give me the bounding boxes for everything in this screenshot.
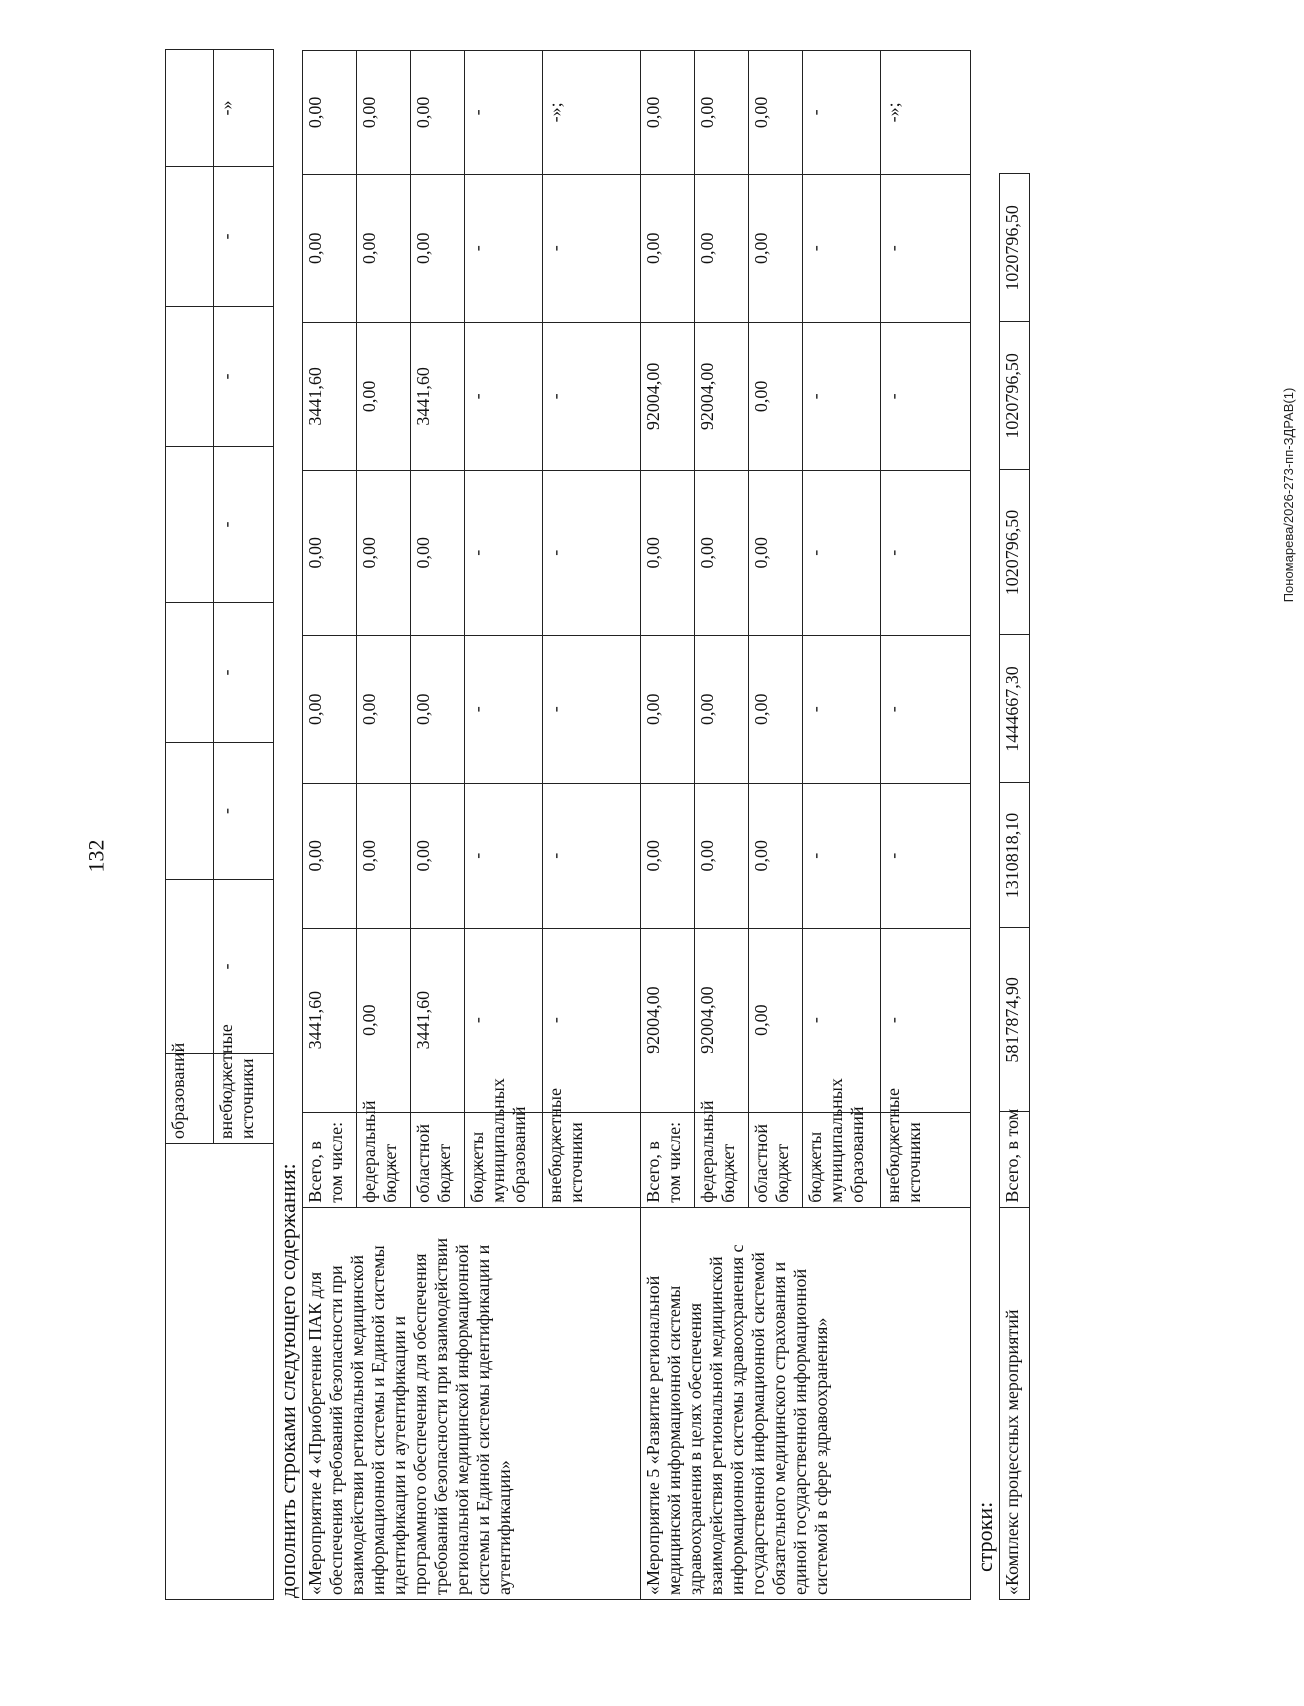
source-cell: Всего, в том числе: (641, 1112, 695, 1207)
value-cell: 0,00 (303, 470, 357, 635)
value-cell: 0,00 (357, 783, 411, 928)
source-cell: областной бюджет (411, 1112, 465, 1207)
source-cell: Всего, в том (1000, 1112, 1030, 1207)
value-cell (166, 880, 214, 1054)
value-cell: 0,00 (303, 174, 357, 322)
value-cell: -»; (881, 51, 971, 175)
value-cell: -» (214, 50, 274, 167)
value-cell: 3441,60 (411, 928, 465, 1112)
value-cell: 0,00 (695, 635, 749, 783)
page-number: 132 (83, 839, 109, 873)
value-cell: 92004,00 (695, 322, 749, 470)
value-cell: - (214, 167, 274, 307)
value-cell: 0,00 (749, 928, 803, 1112)
value-cell: - (214, 447, 274, 603)
source-cell: федеральный бюджет (357, 1112, 411, 1207)
table-row (166, 50, 214, 1600)
table-row (1000, 50, 1030, 1600)
value-cell: - (881, 470, 971, 635)
empty-cell (1000, 50, 1030, 174)
value-cell (166, 603, 214, 743)
document-footer-id: Пономарева/2026-273-пп-ЗДРАВ(1) (1281, 387, 1296, 603)
value-cell: - (465, 174, 543, 322)
value-cell (166, 447, 214, 603)
value-cell: 1444667,30 (1000, 635, 1030, 783)
source-cell: бюджеты муниципальных образований (465, 1112, 543, 1207)
value-cell: 5817874,90 (1000, 928, 1030, 1112)
value-cell: 3441,60 (303, 928, 357, 1112)
rotated-page-content (165, 50, 1065, 1600)
value-cell: 0,00 (303, 635, 357, 783)
value-cell: 0,00 (749, 51, 803, 175)
source-cell: образований (166, 1054, 214, 1144)
value-cell: 0,00 (357, 635, 411, 783)
value-cell: - (881, 635, 971, 783)
value-cell: 0,00 (749, 322, 803, 470)
source-cell: бюджеты муниципальных образований (803, 1112, 881, 1207)
value-cell: 0,00 (749, 783, 803, 928)
value-cell: - (214, 743, 274, 880)
value-cell: - (465, 928, 543, 1112)
value-cell: 0,00 (695, 51, 749, 175)
value-cell: 0,00 (357, 174, 411, 322)
value-cell: - (465, 322, 543, 470)
value-cell: - (465, 470, 543, 635)
value-cell: - (543, 928, 641, 1112)
value-cell: - (803, 635, 881, 783)
value-cell: - (214, 880, 274, 1054)
source-cell: внебюджетные источники (543, 1112, 641, 1207)
measure-5-name: «Мероприятие 5 «Развитие региональной медицинской информационной системы здравоохранения в целях обеспечения взаимодействия региональной медицинской информационной системы здравоохранения с государственной информационной системой обязательного медицинского страхования и единой государственной информационной системой в сфере здравоохранения» (641, 1207, 971, 1599)
value-cell (166, 743, 214, 880)
value-cell: 0,00 (695, 783, 749, 928)
source-cell: областной бюджет (749, 1112, 803, 1207)
measure-4-name: «Мероприятие 4 «Приобретение ПАК для обеспечения требований безопасности при взаимодействии региональной медицинской информационной системы и Единой системы идентификации и аутентификации и программного обеспечения для обеспечения требований безопасности при взаимодействии региональной медицинской информационной системы и Единой системы идентификации и аутентификации» (303, 1207, 641, 1599)
value-cell: - (803, 322, 881, 470)
value-cell: - (543, 783, 641, 928)
value-cell: - (465, 783, 543, 928)
value-cell: 0,00 (411, 174, 465, 322)
value-cell: 1310818,10 (1000, 783, 1030, 928)
source-cell: внебюджетные источники (881, 1112, 971, 1207)
value-cell: 0,00 (303, 783, 357, 928)
value-cell: 92004,00 (695, 928, 749, 1112)
value-cell: 0,00 (695, 174, 749, 322)
value-cell: 3441,60 (411, 322, 465, 470)
value-cell: - (803, 928, 881, 1112)
value-cell: - (881, 174, 971, 322)
value-cell: - (803, 51, 881, 175)
value-cell: - (881, 783, 971, 928)
value-cell: 92004,00 (641, 928, 695, 1112)
value-cell: 3441,60 (303, 322, 357, 470)
value-cell: 1020796,50 (1000, 322, 1030, 470)
value-cell: - (214, 307, 274, 447)
table-row (303, 51, 357, 1600)
value-cell: 0,00 (357, 322, 411, 470)
value-cell: 0,00 (411, 470, 465, 635)
value-cell: 0,00 (303, 51, 357, 175)
value-cell: 0,00 (641, 51, 695, 175)
value-cell: 0,00 (749, 635, 803, 783)
value-cell: - (543, 174, 641, 322)
source-cell: внебюджетные источники (214, 1054, 274, 1144)
value-cell: 0,00 (695, 470, 749, 635)
value-cell (166, 50, 214, 167)
value-cell: 0,00 (411, 51, 465, 175)
value-cell: - (214, 603, 274, 743)
heading-rows: строки: (972, 1501, 997, 1572)
value-cell: - (803, 174, 881, 322)
value-cell: 0,00 (749, 470, 803, 635)
value-cell: - (803, 783, 881, 928)
table-new-rows (302, 50, 971, 1600)
value-cell: 92004,00 (641, 322, 695, 470)
table-continuation (165, 49, 274, 1600)
value-cell: 0,00 (641, 470, 695, 635)
empty-name-cell (166, 1144, 274, 1600)
source-cell: федеральный бюджет (695, 1112, 749, 1207)
value-cell: - (543, 470, 641, 635)
complex-name: «Комплекс процессных мероприятий (1000, 1207, 1030, 1599)
value-cell: 0,00 (411, 635, 465, 783)
table-row (641, 51, 695, 1600)
table-complex (999, 50, 1030, 1600)
value-cell: - (543, 322, 641, 470)
value-cell: 0,00 (749, 174, 803, 322)
source-cell: Всего, в том числе: (303, 1112, 357, 1207)
value-cell: - (881, 928, 971, 1112)
value-cell: 0,00 (357, 51, 411, 175)
value-cell: 0,00 (641, 635, 695, 783)
value-cell: 0,00 (411, 783, 465, 928)
value-cell: - (543, 635, 641, 783)
value-cell: 0,00 (641, 174, 695, 322)
value-cell: 0,00 (357, 470, 411, 635)
value-cell (166, 167, 214, 307)
value-cell: - (881, 322, 971, 470)
value-cell: - (465, 51, 543, 175)
value-cell (166, 307, 214, 447)
value-cell: 1020796,50 (1000, 470, 1030, 635)
value-cell: 1020796,50 (1000, 174, 1030, 322)
value-cell: -»; (543, 51, 641, 175)
value-cell: - (803, 470, 881, 635)
value-cell: 0,00 (641, 783, 695, 928)
value-cell: - (465, 635, 543, 783)
heading-add-rows: дополнить строками следующего содержания: (275, 1163, 300, 1598)
value-cell: 0,00 (357, 928, 411, 1112)
